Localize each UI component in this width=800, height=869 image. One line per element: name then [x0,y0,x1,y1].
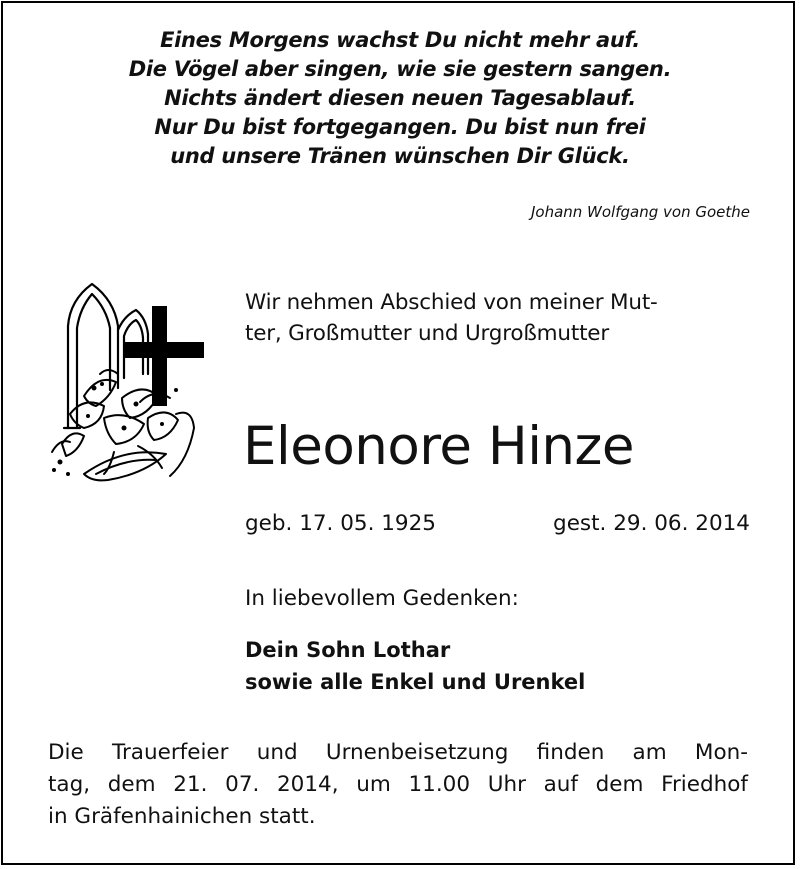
birth-date: geb. 17. 05. 1925 [245,511,436,536]
church-window-cross-lily-icon [44,278,214,493]
poem-line: Nichts ändert diesen neuen Tagesablauf. [164,86,636,110]
deceased-name: Eleonore Hinze [243,416,634,477]
poem-author: Johann Wolfgang von Goethe [530,203,750,221]
intro-line: Wir nehmen Abschied von meiner Mut- [245,290,658,315]
funeral-line: Die Trauerfeier und Urnenbeisetzung finden am Mon- [48,740,748,765]
funeral-line: in Gräfenhainichen statt. [48,804,316,829]
memory-line: In liebevollem Gedenken: [245,586,519,611]
death-date: gest. 29. 06. 2014 [553,511,750,536]
farewell-intro [245,287,658,349]
poem-line: Eines Morgens wachst Du nicht mehr auf. [160,28,640,52]
mourner-line: Dein Sohn Lothar [245,638,451,662]
poem [30,26,770,171]
poem-line: und unsere Tränen wünschen Dir Glück. [170,144,630,168]
poem-line: Die Vögel aber singen, wie sie gestern sangen. [128,57,672,81]
poem-line: Nur Du bist fortgegangen. Du bist nun frei [154,115,646,139]
funeral-line: tag, dem 21. 07. 2014, um 11.00 Uhr auf dem Friedhof [48,772,748,797]
mourners [245,634,585,698]
mourner-line: sowie alle Enkel und Urenkel [245,670,586,694]
intro-line: ter, Großmutter und Urgroßmutter [245,321,609,346]
funeral-info [48,737,748,833]
